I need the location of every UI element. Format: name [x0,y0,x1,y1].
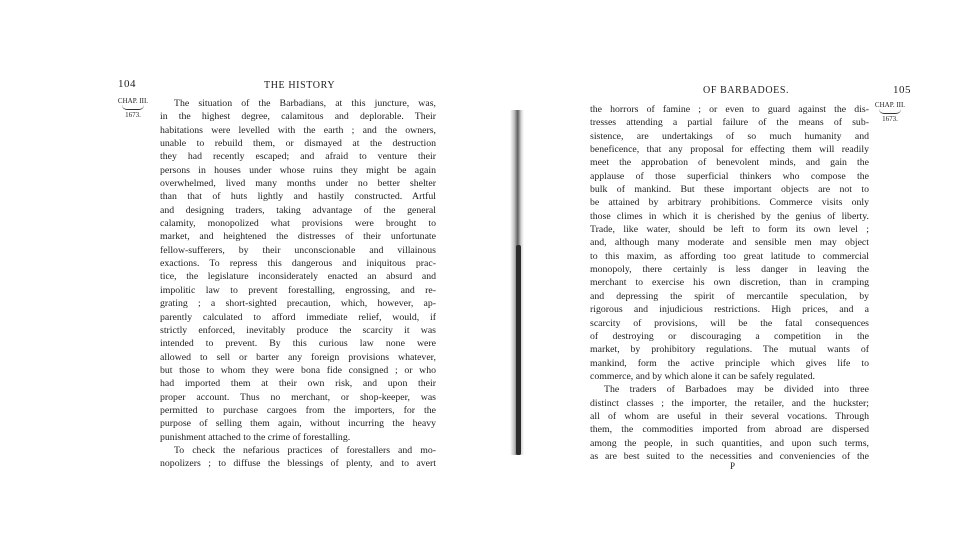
right-margin-brace [879,109,901,114]
right-text-line: mankind, form the active principle which gives life to [590,357,869,369]
right-text-line: market, by prohibitory regulations. The mutual wants of [590,344,869,356]
right-text-line: monopoly, there certainly is less danger in leaving the [590,264,869,276]
right-margin-year: 1673. [882,115,898,123]
right-page [490,0,980,553]
left-text-line: nopolizers ; to diffuse the blessings of plenty, and to avert [160,458,436,470]
right-text-line: applause of those superficial thinkers who compose the [590,170,869,182]
right-text-line: tresses attending a partial failure of the means of sub- [590,117,869,129]
left-margin-year: 1673. [125,111,141,119]
left-margin-chap: CHAP. III. [117,97,149,105]
signature-mark: P [730,461,736,471]
left-text-line: The situation of the Barbadians, at this juncture, was, [174,98,436,109]
left-text-line: calamity, monopolized what provisions were brought to [160,218,436,230]
left-text-line: tice, the legislature inconsiderately enacted an absurd and [160,271,436,283]
left-text-line: strictly enforced, inevitably produce the scarcity it was [160,324,436,336]
left-text-line: exactions. To repress this dangerous and iniquitous prac- [160,258,436,270]
right-text-line: them, the commodities imported from abroad are dispersed [590,424,869,436]
left-text-line: unable to rebuild them, or dismayed at the destruction [160,138,436,150]
left-text-line: they had recently escaped; and afraid to venture their [160,151,436,163]
right-text-line: meet the approbation of benevolent minds, and gain the [590,157,869,169]
left-text-line: parently calculated to afford immediate relief, would, if [160,311,436,323]
left-text-line: and designing traders, taking advantage of the general [160,204,436,216]
left-text-line: but those to whom they were bona fide consigned ; or who [160,364,436,376]
left-margin-note [116,97,150,119]
right-margin-chap: CHAP. III. [874,101,906,109]
right-page-text [590,103,869,463]
right-text-line: of destroying or discouraging a competition in the [590,330,869,342]
left-text-line: punishment attached to the crime of forestalling. [160,431,351,443]
right-text-line: beneficence, that any proposal for effecting them will readily [590,144,869,156]
left-text-line: habitations were levelled with the earth ; and the owners, [160,124,436,136]
right-text-line: merchant to exercise his own discretion, than in cramping [590,277,869,289]
right-page-number: 105 [893,84,911,96]
right-margin-note [873,101,907,123]
left-running-head: THE HISTORY [264,80,336,91]
left-text-line: in the highest degree, calamitous and deplorable. Their [160,111,436,123]
left-text-line: market, and heightened the distresses of their unfortunate [160,231,436,243]
right-text-line: all of whom are useful in their several vocations. Through [590,410,869,422]
right-text-line: scarcity of provisions, will be the fatal consequences [590,317,869,329]
left-text-line: permitted to purchase cargoes from the importers, for the [160,404,436,416]
right-text-line: sistence, are undertakings of so much humanity and [590,130,869,142]
right-text-line: distinct classes ; the importer, the retailer, and the huckster; [590,397,869,409]
left-text-line: fellow-sufferers, by their unconscionable and villainous [160,244,436,256]
right-text-line: as are best suited to the necessities and conveniencies of the [590,450,869,462]
right-text-line: commerce, and by which alone it can be safely regulated. [590,370,815,382]
left-text-line: overwhelmed, lived many months under no better shelter [160,178,436,190]
left-text-line: allowed to sell or barter any foreign provisions whatever, [160,351,436,363]
right-text-line: and, although many moderate and sensible men may object [590,237,869,249]
left-text-line: than that of huts lightly and hastily constructed. Artful [160,191,436,203]
left-text-line: impolitic law to prevent forestalling, engrossing, and re- [160,284,436,296]
right-running-head: OF BARBADOES. [703,85,790,96]
left-margin-brace [122,105,144,110]
left-page-number: 104 [118,78,136,90]
right-text-line: be attained by arbitrary prohibitions. Commerce visits only [590,197,869,209]
right-text-line: among the people, in such quantities, and upon such terms, [590,437,869,449]
right-text-line: rigorous and injudicious restrictions. High prices, and a [590,304,869,316]
left-text-line: To check the nefarious practices of forestallers and mo- [174,444,436,456]
left-text-line: purpose of selling them again, without incurring the heavy [160,418,436,430]
left-text-line: proper account. Thus no merchant, or shop-keeper, was [160,391,436,403]
left-text-line: grating ; a short-sighted precaution, which, however, ap- [160,298,436,310]
left-text-line: persons in houses under whose ruins they might be again [160,164,436,176]
left-text-line: had imported them at their own risk, and upon their [160,378,436,390]
right-text-line: bulk of mankind. But these important objects are not to [590,184,869,196]
right-text-line: those climes in which it is cherished by the genius of liberty. [590,210,869,222]
right-text-line: the horrors of famine ; or even to guard against the dis- [590,104,869,115]
right-text-line: and depressing the spirit of mercantile speculation, by [590,290,869,302]
right-text-line: Trade, like water, should be left to form its own level ; [590,224,869,236]
right-text-line: The traders of Barbadoes may be divided into three [604,384,869,396]
left-text-line: intended to prevent. By this curious law none were [160,338,436,350]
right-text-line: to this maxim, as affording too great latitude to commercial [590,250,869,262]
left-page-text [160,97,436,471]
